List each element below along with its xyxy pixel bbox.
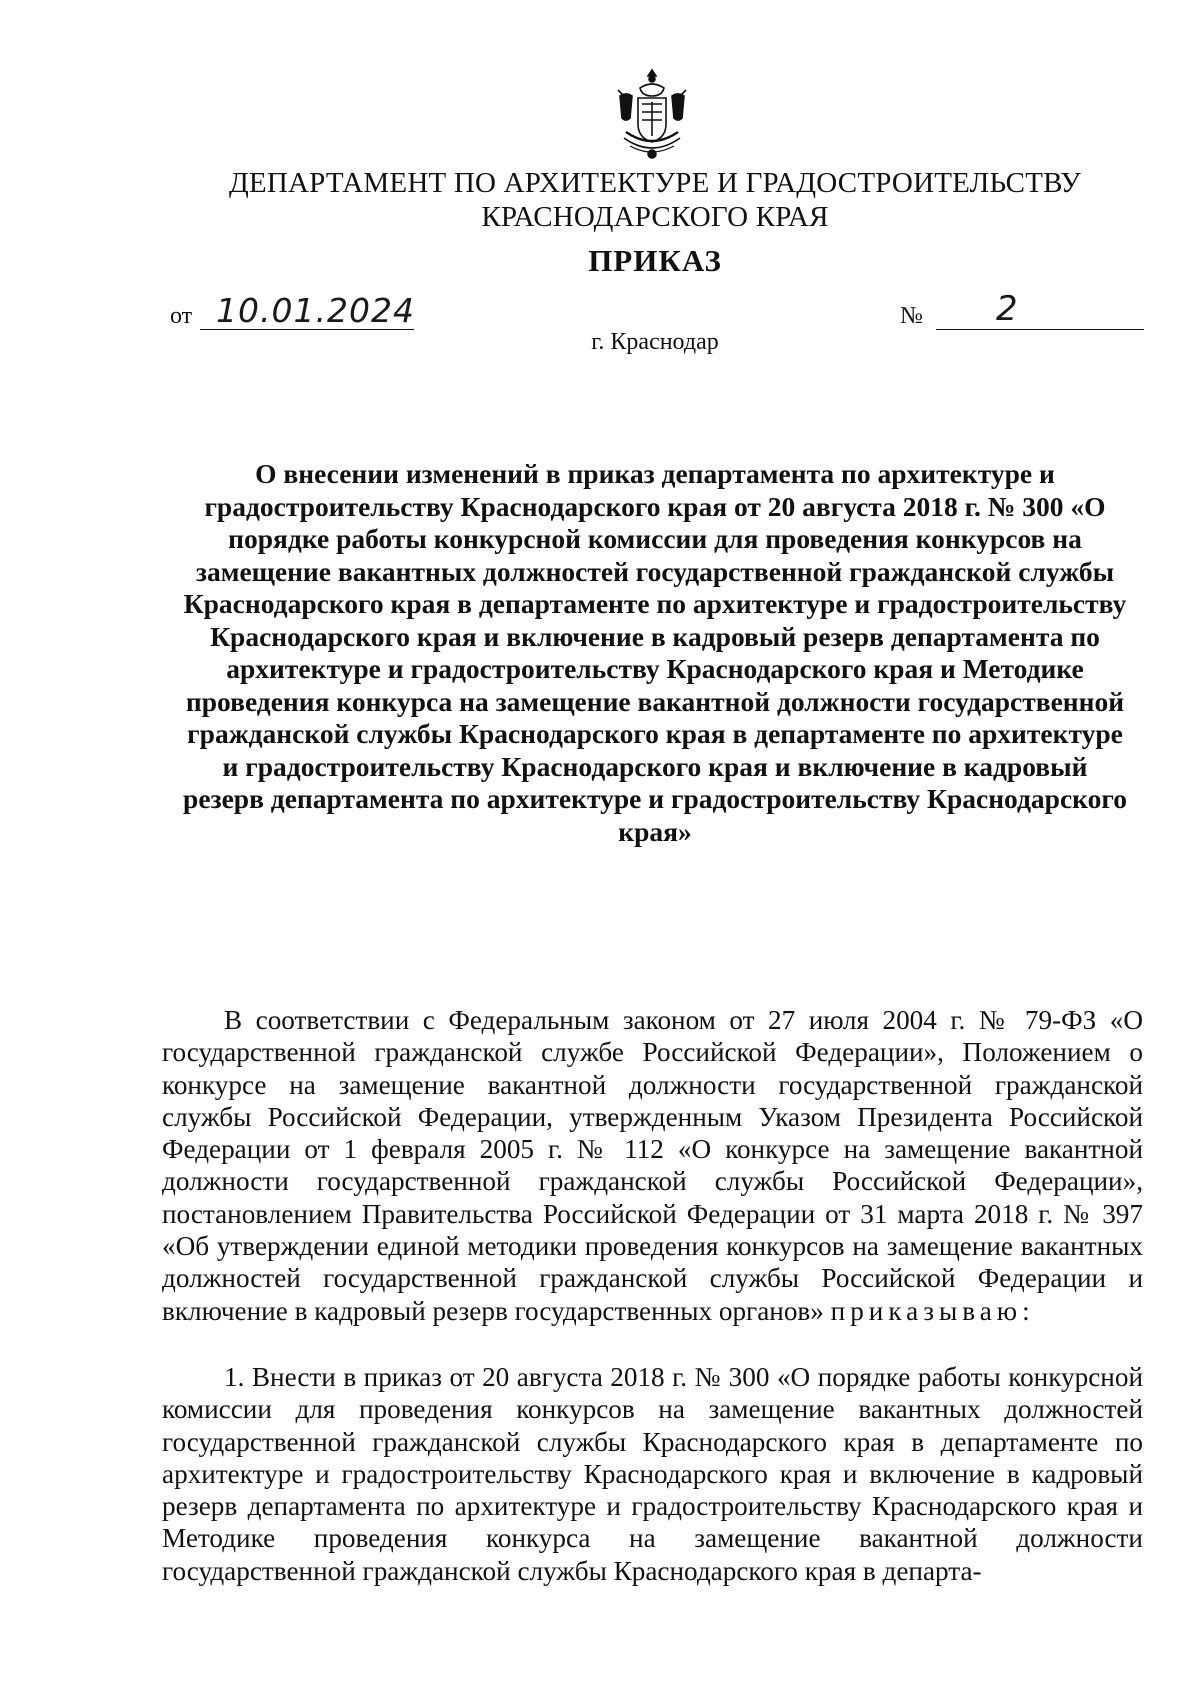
coat-of-arms-icon: [610, 66, 694, 162]
handwritten-date: 10.01.2024: [216, 291, 415, 330]
department-name-line2: КРАСНОДАРСКОГО КРАЯ: [481, 201, 829, 233]
preamble-text: В соответствии с Федеральным законом от 27 июля 2004 г. № 79-ФЗ «О государственной гражданской службе Российской Федерации», Положением о конкурсе на замещение вакантной должности государственной гражданской службы Российской Федерации, утвержденным Указом Президента Российской Федерации от 1 февраля 2005 г. № 112 «О конкурсе на замещение вакантной должности государственной гражданской службы Российской Федерации», постановлением Правительства Российской Федерации от 31 марта 2018 г. № 397 «Об утверждении единой методики проведения конкурсов на замещение вакантных должностей государственной гражданской службы Российской Федерации и включение в кадровый резерв государственных органов»: [162, 1005, 1143, 1326]
handwritten-number: 2: [996, 289, 1018, 329]
document-type-title: ПРИКАЗ: [588, 243, 722, 278]
issue-city: г. Краснодар: [591, 329, 719, 355]
department-name-line1: ДЕПАРТАМЕНТ ПО АРХИТЕКТУРЕ И ГРАДОСТРОИТЕЛЬСТВУ: [228, 167, 1082, 199]
preamble-paragraph: [162, 1004, 1143, 1327]
date-prefix-label: от: [170, 303, 193, 329]
order-subject-heading: О внесении изменений в приказ департамента по архитектуре и градостроительству Краснодарского края от 20 августа 2018 г. № 300 «О порядке работы конкурсной комиссии для проведения конкурсов на замещение вакантных должностей государственной гражданской службы Краснодарского края в департаменте по архитектуре и градостроительству Краснодарского края и включение в кадровый резерв департамента по архитектуре и градостроительству Краснодарского края и Методике проведения конкурса на замещение вакантной должности государственной гражданской службы Краснодарского края в департаменте по архитектуре и градостроительству Краснодарского края и включение в кадровый резерв департамента по архитектуре и градостроительству Краснодарского края»: [183, 458, 1127, 847]
clause-1-paragraph: [162, 1361, 1143, 1587]
clause-1-text: 1. Внести в приказ от 20 августа 2018 г. № 300 «О порядке работы конкурсной комиссии для проведения конкурсов на замещение вакантных должностей государственной гражданской службы Краснодарского края в департаменте по архитектуре и градостроительству Краснодарского края и включение в кадровый резерв департамента по архитектуре и градостроительству Краснодарского края и Методике проведения конкурса на замещение вакантной должности государственной гражданской службы Краснодарского края в департа-: [162, 1362, 1143, 1586]
order-word: приказываю:: [830, 1295, 1035, 1326]
number-prefix-label: №: [900, 303, 923, 329]
